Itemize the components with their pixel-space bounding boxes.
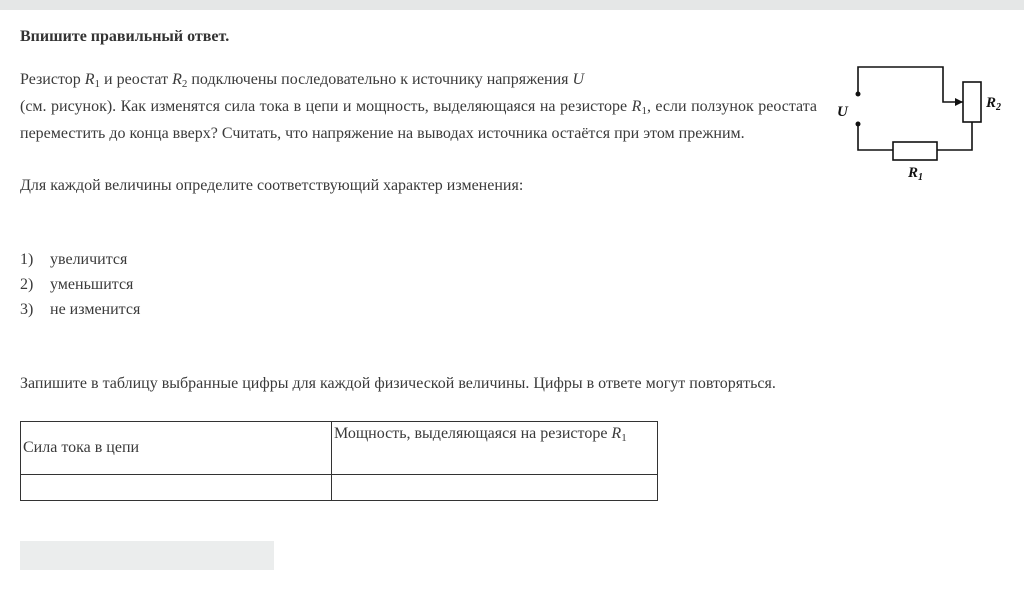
r1-subscript: 1 [94, 78, 101, 90]
wire-bottom [858, 124, 893, 150]
r2-label [985, 95, 1001, 113]
text-run: Резистор [20, 71, 85, 88]
col-power-header [332, 422, 658, 475]
r1-label-letter: R [908, 165, 919, 181]
problem-text [20, 66, 817, 147]
answer-table [20, 421, 658, 501]
answer-cell-power[interactable] [332, 475, 658, 501]
r1-subscript-table: 1 [621, 432, 627, 444]
option-number: 3) [20, 301, 34, 318]
rheostat-r2 [963, 82, 981, 122]
answer-input-box[interactable] [20, 541, 274, 570]
answer-cell-current[interactable] [21, 475, 332, 501]
resistor-r1 [893, 142, 937, 160]
r2-subscript: 2 [181, 78, 188, 90]
option-item [20, 297, 140, 322]
option-number: 1) [20, 251, 34, 268]
option-number: 2) [20, 276, 34, 293]
r2-symbol: R [172, 71, 182, 88]
r1-label [907, 165, 923, 183]
terminal-bottom [856, 122, 861, 127]
terminal-top [856, 92, 861, 97]
r1-symbol-2: R [631, 98, 642, 115]
wire-right [937, 122, 972, 150]
col-current-header: Сила тока в цепи [21, 422, 332, 475]
option-label: увеличится [50, 251, 128, 268]
option-label: уменьшится [50, 276, 134, 293]
r1-symbol-table: R [611, 425, 622, 442]
text-run: подключены последовательно к источнику напряжения [187, 71, 573, 88]
text-run: (см. рисунок). Как изменятся сила тока в цепи и мощность, выделяющаяся на резисторе [20, 98, 632, 115]
wire-top [858, 67, 963, 102]
r1-symbol: R [84, 71, 95, 88]
slider-arrow [955, 98, 963, 106]
u-label: U [837, 104, 848, 120]
r2-label-sub: 2 [996, 102, 1002, 113]
top-bar [0, 0, 1024, 10]
answer-options [20, 247, 140, 322]
r2-label-letter: R [986, 95, 997, 111]
u-symbol: U [572, 71, 585, 88]
text-run: , если ползунок реостата переместить до конца вверх? Считать, что напряжение на выводах источника остаётся при этом прежним. [20, 98, 817, 142]
table-header-row [21, 422, 658, 475]
r1-label-sub: 1 [918, 172, 924, 183]
task-heading: Впишите правильный ответ. [20, 28, 230, 45]
r1-subscript-2: 1 [641, 105, 647, 117]
circuit-diagram [830, 60, 1010, 190]
option-label: не изменится [50, 301, 141, 318]
header-text: Мощность, выделяющаяся на резисторе [334, 425, 612, 442]
text-run: и реостат [100, 71, 173, 88]
table-answer-row [21, 475, 658, 501]
option-item [20, 272, 140, 297]
instruction-text: Для каждой величины определите соответствующий характер изменения: [20, 177, 524, 194]
problem-paragraph [20, 66, 817, 147]
option-item [20, 247, 140, 272]
table-instruction: Запишите в таблицу выбранные цифры для каждой физической величины. Цифры в ответе могут повторяться. [20, 375, 776, 392]
